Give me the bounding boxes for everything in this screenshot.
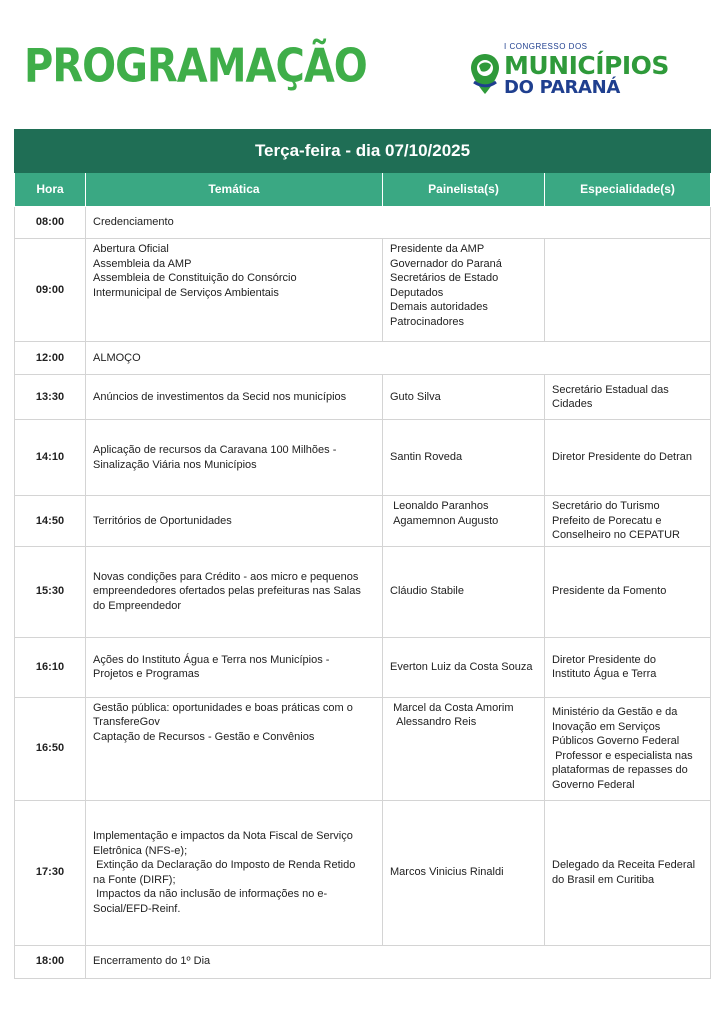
row-painelistas-line: Secretários de Estado [390, 272, 499, 284]
row-time: 14:10 [15, 420, 86, 496]
row-painelistas-line: Deputados [390, 286, 444, 299]
table-row [15, 637, 711, 697]
row-painelistas [383, 697, 545, 800]
column-header-especialidades: Especialidade(s) [545, 173, 711, 207]
row-painelistas-line: Leonaldo Paranhos [390, 500, 489, 512]
row-tematica [86, 420, 383, 496]
row-time: 18:00 [15, 945, 86, 978]
row-tematica-line: Assembleia da AMP [93, 257, 192, 270]
row-tematica-line: Novas condições para Crédito - aos micro e pequenos [93, 570, 359, 583]
row-especialidades-line: Conselheiro no CEPATUR [552, 529, 680, 541]
row-tematica-line: do Empreendedor [93, 599, 182, 612]
row-especialidades-line: Secretário Estadual das [552, 383, 669, 396]
logo-pretitle: I CONGRESSO DOS [504, 42, 588, 51]
row-especialidades [545, 546, 711, 637]
row-tematica-line: Anúncios de investimentos da Secid nos municípios [93, 390, 347, 403]
column-header-painelistas: Painelista(s) [383, 173, 545, 207]
row-tematica [86, 945, 711, 978]
row-especialidades-line: Cidades [552, 398, 593, 410]
row-painelistas [383, 496, 545, 547]
row-especialidades-line: Diretor Presidente do [552, 653, 656, 666]
row-tematica-line: na Fonte (DIRF); [93, 873, 176, 886]
row-especialidades [545, 637, 711, 697]
row-painelistas [383, 637, 545, 697]
row-especialidades [545, 697, 711, 800]
row-tematica [86, 800, 383, 945]
row-tematica-line: Aplicação de recursos da Caravana 100 Milhões - [93, 444, 337, 456]
row-especialidades [545, 496, 711, 547]
page-header [0, 0, 724, 120]
row-tematica [86, 375, 383, 420]
schedule-table [14, 129, 711, 979]
row-painelistas-line: Santin Roveda [390, 451, 463, 464]
congress-logo [470, 42, 670, 102]
row-tematica [86, 637, 383, 697]
row-especialidades-line: Inovação em Serviços [552, 720, 661, 733]
row-tematica-line: Abertura Oficial [93, 243, 169, 255]
row-painelistas-line: Presidente da AMP [390, 243, 485, 255]
row-time: 08:00 [15, 207, 86, 239]
table-row [15, 239, 711, 342]
table-row [15, 697, 711, 800]
row-painelistas-line: Agamemnon Augusto [390, 514, 499, 527]
row-tematica-line: Territórios de Oportunidades [93, 514, 232, 527]
table-row [15, 375, 711, 420]
table-row [15, 207, 711, 239]
row-time: 16:10 [15, 637, 86, 697]
row-painelistas-line: Cláudio Stabile [390, 585, 464, 598]
row-time: 16:50 [15, 697, 86, 800]
row-painelistas-line: Patrocinadores [390, 315, 464, 328]
table-row [15, 342, 711, 375]
row-especialidades-line: Públicos Governo Federal [552, 735, 680, 747]
row-especialidades-line: do Brasil em Curitiba [552, 873, 655, 886]
row-time: 15:30 [15, 546, 86, 637]
row-painelistas-line: Demais autoridades [390, 301, 488, 313]
row-tematica-line: ALMOÇO [93, 351, 141, 364]
parana-map-icon [470, 52, 500, 96]
row-tematica-line: Gestão pública: oportunidades e boas práticas com o [93, 701, 353, 714]
row-especialidades [545, 800, 711, 945]
row-tematica [86, 342, 711, 375]
row-especialidades-line: Secretário do Turismo [552, 500, 660, 512]
row-painelistas-line: Marcos Vinicius Rinaldi [390, 866, 504, 879]
row-tematica [86, 239, 383, 342]
row-painelistas [383, 546, 545, 637]
row-painelistas [383, 375, 545, 420]
logo-line-1: MUNICÍPIOS [504, 51, 669, 80]
row-especialidades-line: plataformas de repasses do [552, 764, 688, 776]
row-time: 14:50 [15, 496, 86, 547]
row-tematica [86, 496, 383, 547]
row-painelistas [383, 420, 545, 496]
row-especialidades-line: Prefeito de Porecatu e [552, 514, 662, 527]
row-tematica [86, 546, 383, 637]
column-header-tematica: Temática [86, 173, 383, 207]
row-tematica-line: Social/EFD-Reinf. [93, 902, 181, 915]
row-tematica-line: Extinção da Declaração do Imposto de Renda Retido [93, 859, 356, 871]
row-tematica-line: Assembleia de Constituição do Consórcio [93, 272, 297, 284]
row-especialidades [545, 375, 711, 420]
row-tematica-line: Sinalização Viária nos Municípios [93, 458, 257, 471]
row-tematica-line: Intermunicipal de Serviços Ambientais [93, 286, 279, 299]
page-title: PROGRAMAÇÃO [24, 40, 367, 93]
row-tematica-line: Ações do Instituto Água e Terra nos Municípios - [93, 653, 330, 666]
table-row [15, 496, 711, 547]
table-row [15, 800, 711, 945]
table-row [15, 546, 711, 637]
row-painelistas [383, 800, 545, 945]
row-tematica-line: TransfereGov [93, 716, 160, 728]
row-painelistas-line: Governador do Paraná [390, 257, 502, 270]
row-time: 13:30 [15, 375, 86, 420]
row-tematica-line: Captação de Recursos - Gestão e Convênios [93, 730, 315, 743]
row-tematica-line: Implementação e impactos da Nota Fiscal de Serviço [93, 830, 353, 842]
row-painelistas-line: Guto Silva [390, 390, 441, 403]
column-header-hora: Hora [15, 173, 86, 207]
row-especialidades [545, 420, 711, 496]
day-header-row [15, 130, 711, 173]
row-time: 17:30 [15, 800, 86, 945]
row-painelistas-line: Marcel da Costa Amorim [390, 701, 514, 714]
row-painelistas-line: Everton Luiz da Costa Souza [390, 660, 533, 673]
logo-line-2: DO PARANÁ [504, 77, 621, 98]
row-tematica-line: empreendedores ofertados pelas prefeituras nas Salas [93, 585, 361, 598]
column-header-row [15, 173, 711, 207]
row-tematica-line: Credenciamento [93, 216, 174, 229]
row-tematica-line: Impactos da não inclusão de informações no e- [93, 888, 328, 900]
row-time: 09:00 [15, 239, 86, 342]
table-row [15, 945, 711, 978]
row-especialidades-line: Governo Federal [552, 778, 635, 791]
row-tematica-line: Projetos e Programas [93, 668, 200, 680]
day-title: Terça-feira - dia 07/10/2025 [15, 130, 711, 173]
row-painelistas [383, 239, 545, 342]
row-especialidades-line: Delegado da Receita Federal [552, 859, 696, 871]
row-tematica-line: Encerramento do 1º Dia [93, 955, 211, 968]
row-painelistas-line: Alessandro Reis [390, 716, 477, 728]
row-especialidades [545, 239, 711, 342]
row-tematica [86, 207, 711, 239]
table-row [15, 420, 711, 496]
row-tematica [86, 697, 383, 800]
row-especialidades-line: Presidente da Fomento [552, 585, 667, 598]
row-especialidades-line: Professor e especialista nas [552, 749, 693, 762]
row-especialidades-line: Diretor Presidente do Detran [552, 451, 693, 464]
row-tematica-line: Eletrônica (NFS-e); [93, 844, 188, 857]
row-especialidades-line: Ministério da Gestão e da [552, 706, 678, 718]
row-time: 12:00 [15, 342, 86, 375]
row-especialidades-line: Instituto Água e Terra [552, 668, 657, 680]
